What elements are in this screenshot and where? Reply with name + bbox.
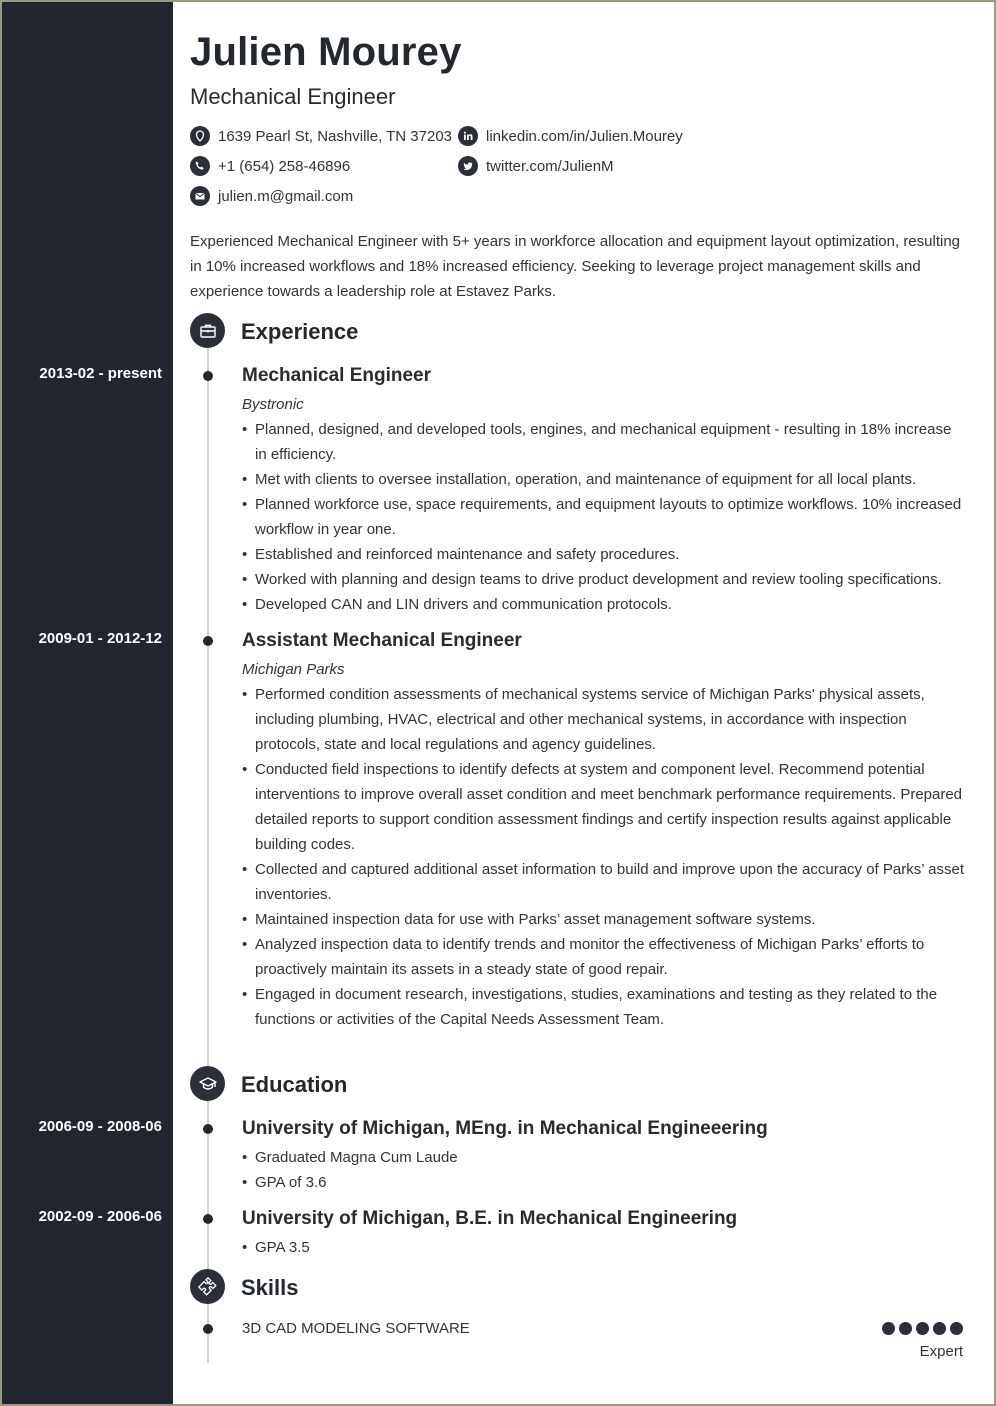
briefcase-icon: [190, 313, 225, 348]
section-title-education: Education: [241, 1072, 348, 1097]
phone-icon: [190, 156, 210, 176]
list-item: • Collected and captured additional asset information to build and improve upon the accuracy of Parks’ asset inventories.: [242, 857, 967, 907]
contact-address-text: 1639 Pearl St, Nashville, TN 37203: [218, 127, 453, 145]
list-item: • Planned, designed, and developed tools, engines, and mechanical equipment - resulting in 18% increase in efficiency.: [242, 417, 967, 467]
list-item: • Worked with planning and design teams to drive product development and review tooling specifications.: [242, 567, 967, 592]
contact-phone-text: +1 (654) 258-46896: [218, 157, 351, 175]
skill-rating: [882, 1322, 963, 1335]
list-item: • GPA of 3.6: [242, 1170, 967, 1195]
skill-dot: [899, 1322, 912, 1335]
job-company: Bystronic: [242, 396, 304, 413]
contact-email[interactable]: [190, 186, 353, 206]
resume-role: Mechanical Engineer: [190, 84, 396, 109]
contact-twitter-text: twitter.com/JulienM: [486, 157, 614, 175]
contact-linkedin[interactable]: [458, 126, 683, 146]
job-bullets: [242, 682, 967, 1032]
timeline-dot: [203, 1214, 213, 1224]
twitter-icon: [458, 156, 478, 176]
list-item: • Performed condition assessments of mechanical systems service of Michigan Parks' physical assets, including plumbing, HVAC, electrical and other mechanical systems, in accordance with inspection protocols, state and local regulations and agency guidelines.: [242, 682, 967, 757]
education-date: 2006-09 - 2008-06: [38, 1118, 162, 1135]
puzzle-icon: [190, 1269, 225, 1304]
education-date: 2002-09 - 2006-06: [38, 1208, 162, 1225]
degree-title: University of Michigan, B.E. in Mechanical Engineering: [242, 1208, 738, 1229]
list-item: • Engaged in document research, investigations, studies, examinations and testing as they related to the functions or activities of the Capital Needs Assessment Team.: [242, 982, 967, 1032]
skill-dot: [882, 1322, 895, 1335]
job-title: Assistant Mechanical Engineer: [242, 630, 522, 651]
degree-bullets: [242, 1145, 967, 1195]
timeline-dot: [203, 1324, 213, 1334]
degree-title: University of Michigan, MEng. in Mechanical Engineeering: [242, 1118, 768, 1139]
skill-dot: [933, 1322, 946, 1335]
timeline-line: [207, 348, 209, 1363]
job-bullets: [242, 417, 967, 617]
job-date: 2009-01 - 2012-12: [38, 630, 162, 647]
section-title-experience: Experience: [241, 319, 359, 344]
list-item: • Analyzed inspection data to identify trends and monitor the effectiveness of Michigan Parks’ efforts to proactively maintain its assets in a steady state of good repair.: [242, 932, 967, 982]
graduation-cap-icon: [190, 1066, 225, 1101]
job-date: 2013-02 - present: [39, 365, 162, 382]
skill-name: 3D CAD MODELING SOFTWARE: [242, 1320, 470, 1337]
location-icon: [190, 126, 210, 146]
contact-phone: [190, 156, 350, 176]
resume-name: Julien Mourey: [190, 30, 462, 74]
list-item: • Planned workforce use, space requirements, and equipment layouts to optimize workflows. 10% increased workflow in year one.: [242, 492, 967, 542]
contact-address: [190, 126, 452, 146]
list-item: • Established and reinforced maintenance and safety procedures.: [242, 542, 967, 567]
list-item: • Maintained inspection data for use with Parks’ asset management software systems.: [242, 907, 967, 932]
sidebar: [2, 2, 173, 1404]
email-icon: [190, 186, 210, 206]
job-title: Mechanical Engineer: [242, 365, 432, 386]
contact-email-text: julien.m@gmail.com: [218, 187, 354, 205]
list-item: • Conducted field inspections to identify defects at system and component level. Recommend potential interventions to improve overall asset condition and meet benchmark performance requirements. Prepared detailed reports to support condition assessment findings and certify inspection results against applicable building codes.: [242, 757, 967, 857]
skill-dot: [916, 1322, 929, 1335]
list-item: • Graduated Magna Cum Laude: [242, 1145, 967, 1170]
skill-dot: [950, 1322, 963, 1335]
list-item: • Met with clients to oversee installation, operation, and maintenance of equipment for all local plants.: [242, 467, 967, 492]
timeline-dot: [203, 371, 213, 381]
job-company: Michigan Parks: [242, 661, 345, 678]
section-title-skills: Skills: [241, 1275, 299, 1300]
list-item: • Developed CAN and LIN drivers and communication protocols.: [242, 592, 967, 617]
skill-level: Expert: [919, 1343, 963, 1360]
linkedin-icon: [458, 126, 478, 146]
degree-bullets: [242, 1235, 967, 1260]
timeline-dot: [203, 636, 213, 646]
contact-linkedin-text: linkedin.com/in/Julien.Mourey: [486, 127, 683, 145]
contact-twitter[interactable]: [458, 156, 614, 176]
summary-paragraph: Experienced Mechanical Engineer with 5+ years in workforce allocation and equipment layout optimization, resulting in 10% increased workflows and 18% increased efficiency. Seeking to leverage project management skills and experience towards a leadership role at Estavez Parks.: [190, 233, 961, 300]
list-item: • GPA 3.5: [242, 1235, 967, 1260]
timeline-dot: [203, 1124, 213, 1134]
